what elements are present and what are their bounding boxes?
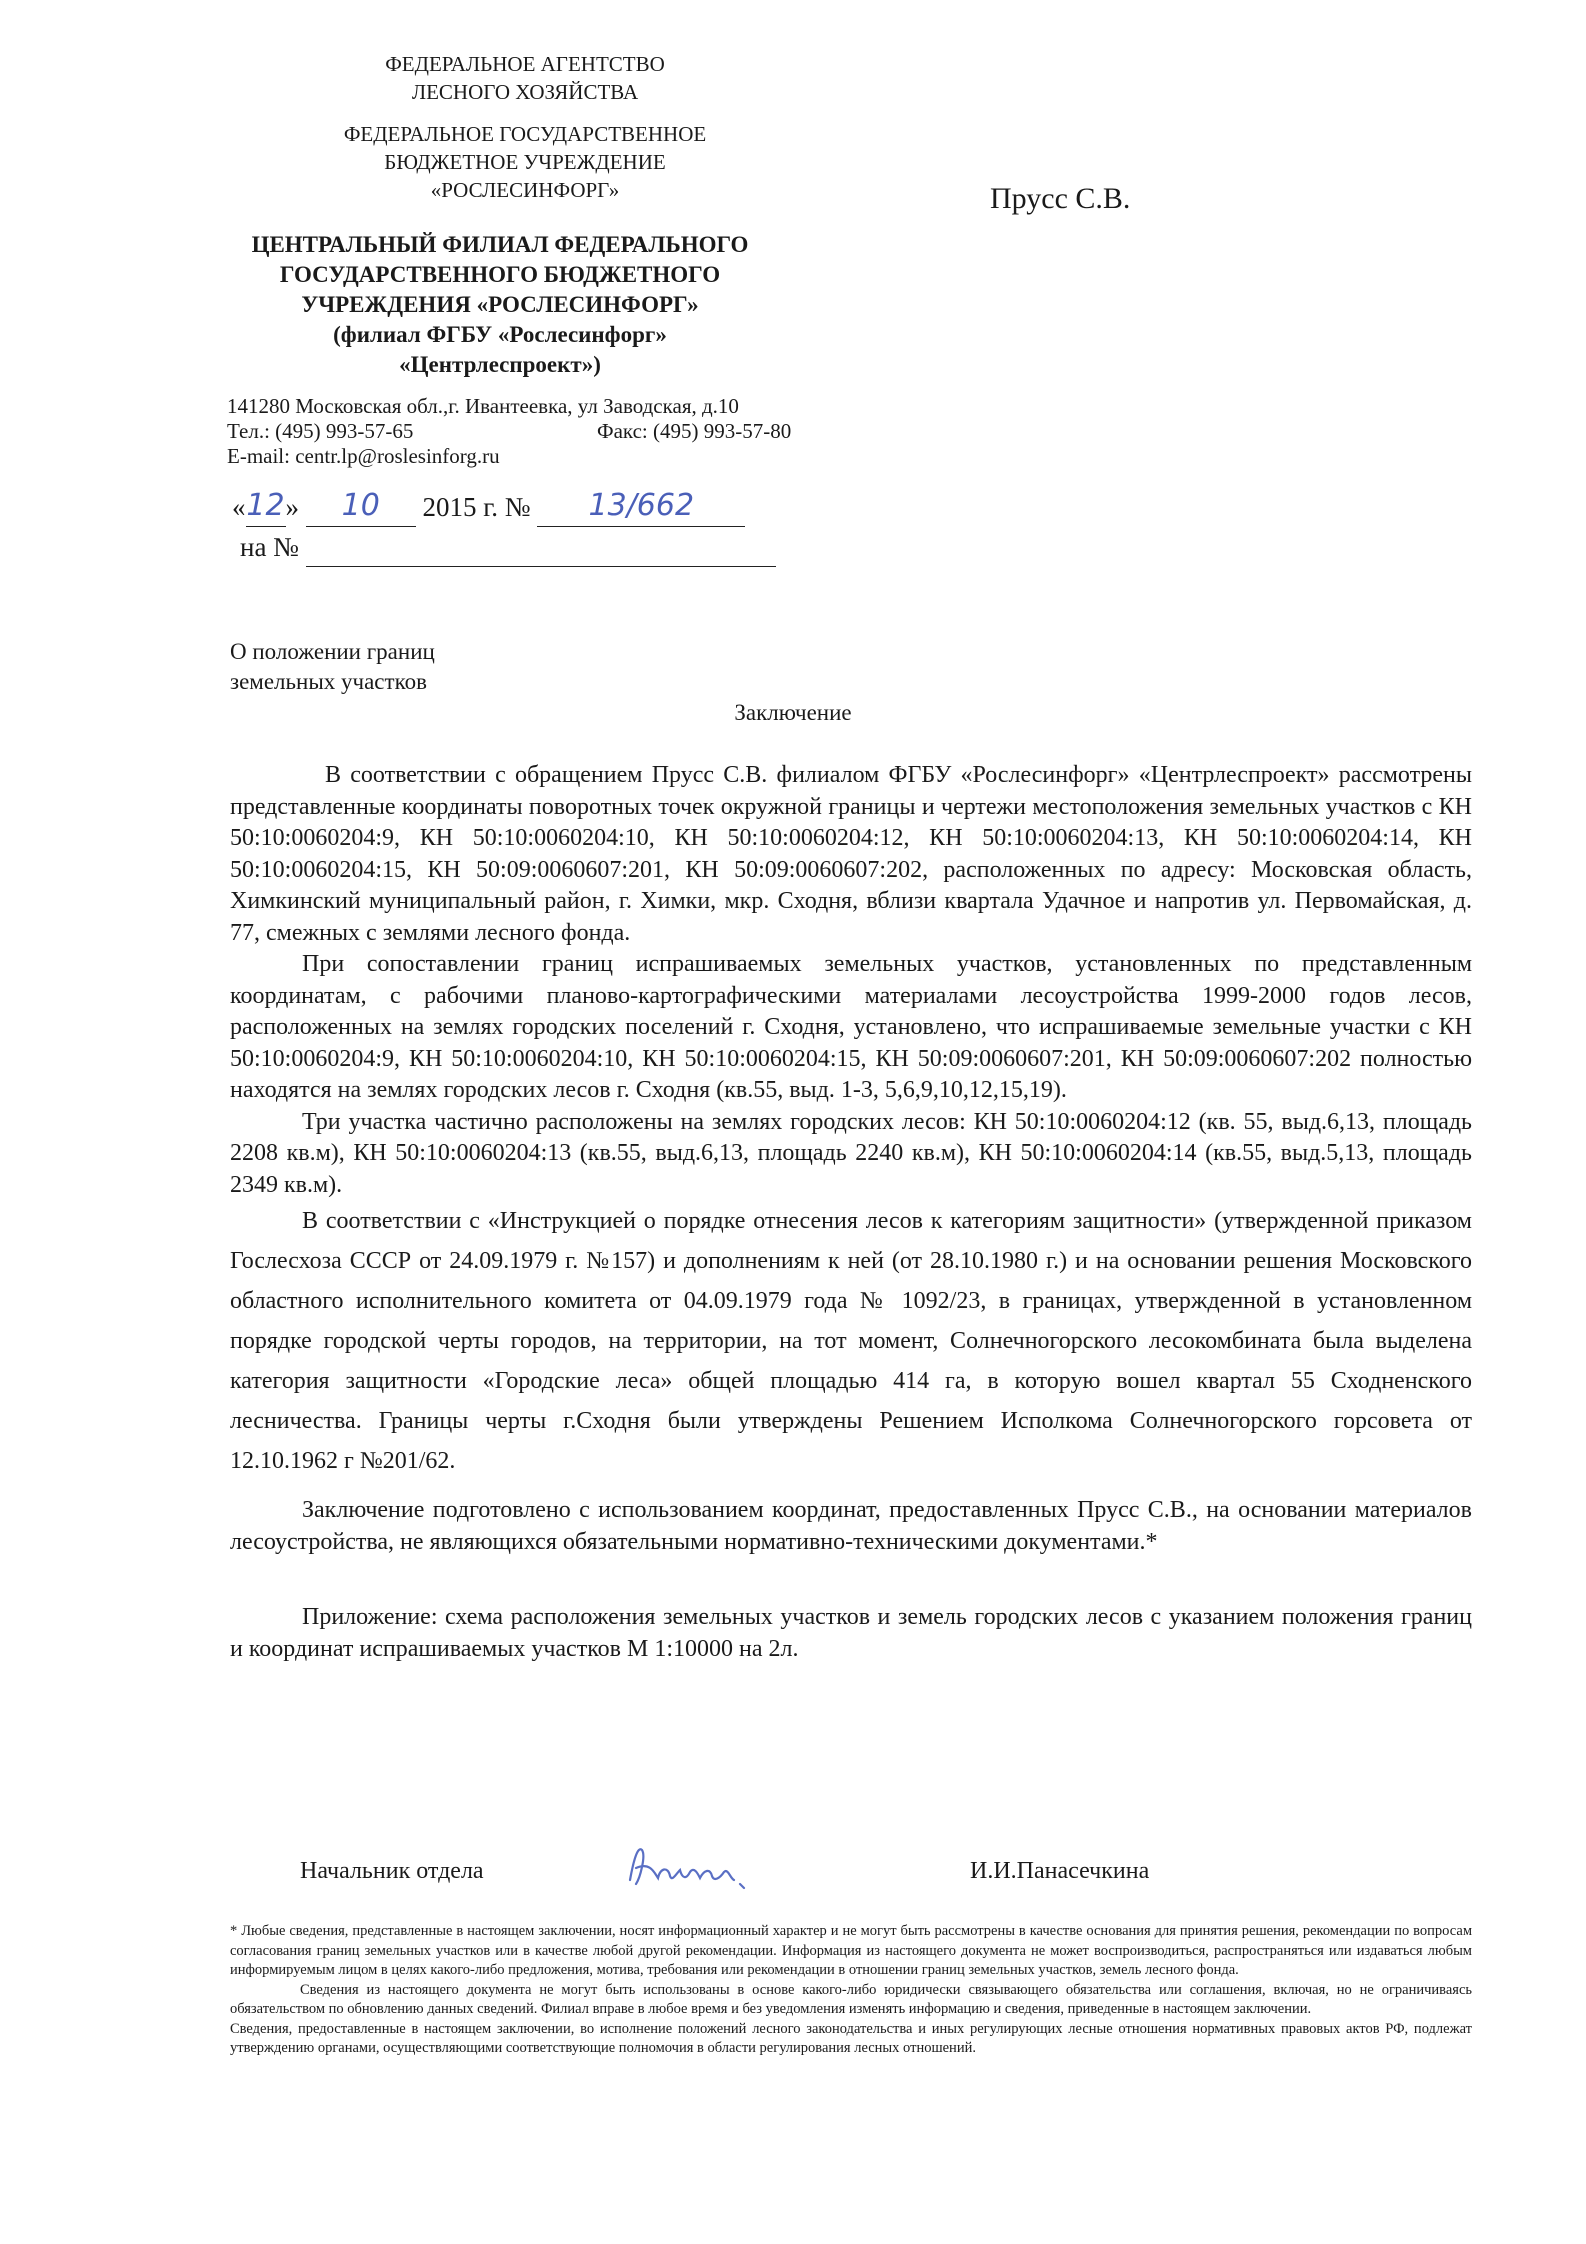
signatory-position: Начальник отдела: [300, 1858, 484, 1884]
branch-line: ЦЕНТРАЛЬНЫЙ ФИЛИАЛ ФЕДЕРАЛЬНОГО: [251, 232, 749, 257]
subject-line: О положении границ: [230, 639, 435, 664]
document-body: [230, 760, 1472, 1665]
institution-line: БЮДЖЕТНОЕ УЧРЕЖДЕНИЕ: [384, 150, 666, 174]
date-number-block: [232, 486, 776, 567]
footnote: Сведения, предоставленные в настоящем заключении, во исполнение положений лесного законодательства и иных регулирующих лесные отношения нормативных правовых актов РФ, подлежат утверждению органами, осуществляющими соответствующие полномочия в области регулирования лесных отношений.: [230, 2020, 1472, 2056]
agency-name: [250, 50, 800, 106]
paragraph: Три участка частично расположены на землях городских лесов: КН 50:10:0060204:12 (кв. 55, выд.6,13, площадь 2208 кв.м), КН 50:10:0060204:13 (кв.55, выд.6,13, площадь 2240 кв.м), КН 50:10:0060204:14 (кв.55, выд.5,13, площадь 2349 кв.м).: [230, 1108, 1472, 1198]
institution-line: «РОСЛЕСИНФОРГ»: [430, 178, 620, 202]
email: E-mail: centr.lp@roslesinforg.ru: [227, 444, 500, 468]
paragraph: При сопоставлении границ испрашиваемых земельных участков, установленных по представленным координатам, с рабочими планово-картографическими материалами лесоустройства 1999-2000 годов лесов, расположенных на землях городских поселений г. Сходня, установлено, что испрашиваемые земельные участки с КН 50:10:0060204:9, КН 50:10:0060204:10, КН 50:10:0060204:15, КН 50:09:0060607:201, КН 50:09:0060607:202 полностью находятся на землях городских лесов г. Сходня (кв.55, выд. 1-3, 5,6,9,10,12,15,19).: [230, 951, 1472, 1103]
document-title: Заключение: [734, 700, 852, 725]
paragraph: В соответствии с «Инструкцией о порядке отнесения лесов к категориям защитности» (утвержденной приказом Гослесхоза СССР от 24.09.1979 г. №157) и дополнениям к ней (от 28.10.1980 г.) и на основании решения Московского областного исполнительного комитета от 04.09.1979 года № 1092/23, в границах, утвержденной в установленном порядке городской черты городов, на территории, на тот момент, Солнечногорского лесокомбината была выделена категория защитности «Городские леса» общей площадью 414 га, в которую вошел квартал 55 Сходненского лесничества. Границы черты г.Сходня были утверждены Решением Исполкома Солнечногорского горсовета от 12.10.1962 г №201/62.: [230, 1208, 1472, 1474]
outgoing-number: 13/662: [537, 486, 745, 527]
footnote-block: [230, 1922, 1472, 2059]
attachment-note: Приложение: схема расположения земельных участков и земель городских лесов с указанием положения границ и координат испрашиваемых участков М 1:10000 на 2л.: [230, 1604, 1472, 1662]
institution-name: [250, 120, 800, 204]
branch-line: «Центрлеспроект»): [399, 352, 601, 377]
date-month: 10: [306, 486, 416, 527]
phone: Тел.: (495) 993-57-65: [227, 419, 414, 443]
reference-label: на №: [240, 532, 299, 562]
agency-line: ФЕДЕРАЛЬНОЕ АГЕНТСТВО: [385, 52, 665, 76]
branch-line: УЧРЕЖДЕНИЯ «РОСЛЕСИНФОРГ»: [301, 292, 699, 317]
date-day: 12: [246, 486, 286, 527]
branch-name: [210, 230, 790, 380]
handwritten-signature-icon: [620, 1838, 770, 1898]
reference-number-blank: [306, 534, 776, 567]
fax: Факс: (495) 993-57-80: [597, 419, 792, 443]
paragraph: Заключение подготовлено с использованием координат, предоставленных Прусс С.В., на основании материалов лесоустройства, не являющихся обязательными нормативно-техническими документами.*: [230, 1497, 1472, 1555]
date-line: [232, 486, 776, 527]
address: 141280 Московская обл.,г. Ивантеевка, ул Заводская, д.10: [227, 394, 739, 418]
open-quote: «: [232, 492, 246, 522]
signatory-name: И.И.Панасечкина: [970, 1858, 1150, 1884]
addressee: Прусс С.В.: [990, 182, 1131, 215]
reference-line: [232, 527, 776, 567]
footnote: Сведения из настоящего документа не могут быть использованы в основе какого-либо юридически связывающего обязательства или соглашения, включая, но не ограничиваясь обязательством по обновлению данных сведений. Филиал вправе в любое время и без уведомления изменять информацию и сведения, приведенные в настоящем заключении.: [230, 1981, 1472, 2017]
date-year: 2015 г. №: [422, 492, 531, 522]
branch-line: (филиал ФГБУ «Рослесинфорг»: [333, 322, 667, 347]
subject-line: земельных участков: [230, 669, 427, 694]
subject: [230, 637, 435, 697]
agency-line: ЛЕСНОГО ХОЗЯЙСТВА: [411, 80, 639, 104]
footnote: * Любые сведения, представленные в настоящем заключении, носят информационный характер и не могут быть рассмотрены в качестве основания для принятия решения, рекомендации по вопросам согласования границ земельных участков или в качестве любой другой рекомендации. Информация из настоящего документа не может воспроизводиться, распространяться или издаваться любым информируемым лицом в целях какого-либо предложения, мотива, требования или рекомендации в отношении границ земельных участков, земель лесного фонда.: [230, 1923, 1472, 1978]
branch-line: ГОСУДАРСТВЕННОГО БЮДЖЕТНОГО: [279, 262, 721, 287]
institution-line: ФЕДЕРАЛЬНОЕ ГОСУДАРСТВЕННОЕ: [343, 122, 707, 146]
paragraph: В соответствии с обращением Прусс С.В. филиалом ФГБУ «Рослесинфорг» «Центрлеспроект» рассмотрены представленные координаты поворотных точек окружной границы и чертежи местоположения земельных участков с КН 50:10:0060204:9, КН 50:10:0060204:10, КН 50:10:0060204:12, КН 50:10:0060204:13, КН 50:10:0060204:14, КН 50:10:0060204:15, КН 50:09:0060607:201, КН 50:09:0060607:202, расположенных по адресу: Московская область, Химкинский муниципальный район, г. Химки, мкр. Сходня, вблизи квартала Удачное и напротив ул. Первомайская, д. 77, смежных с землями лесного фонда.: [230, 762, 1472, 946]
contacts-block: [227, 394, 791, 469]
close-quote: »: [285, 492, 299, 522]
